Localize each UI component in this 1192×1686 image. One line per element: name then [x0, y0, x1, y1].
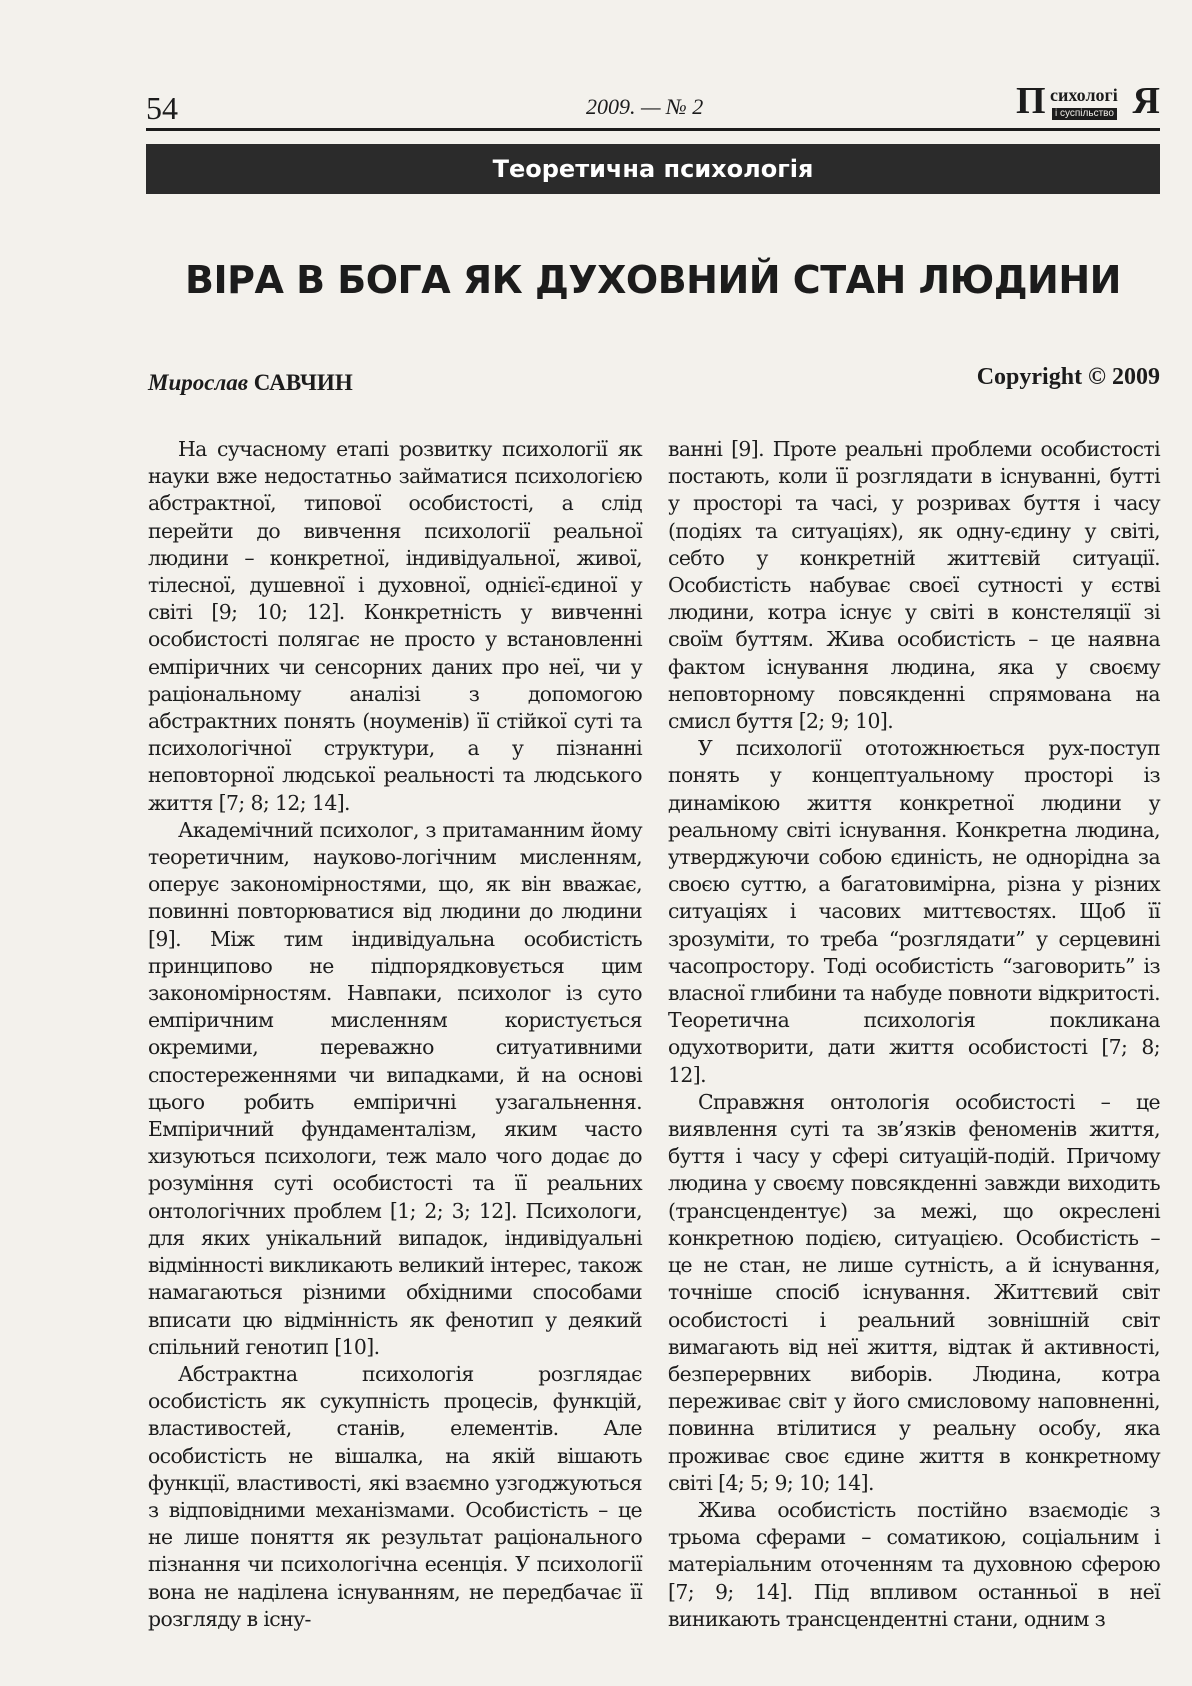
- header-rule: [146, 128, 1160, 131]
- author-first-name: Мирослав: [148, 370, 249, 395]
- paragraph: На сучасному етапі розвитку психології як науки вже недостатньо займатися психологією абстрактної, типової особистості, а слід перейти до вивчення психології реальної людини – конкретної, індивідуальної, живої, тілесної, душевної і духовної, однієї-єдиної у світі [9; 10; 12]. Конкретність у вивченні особистості полягає не просто у встановленні емпіричних чи сенсорних даних про неї, чи у раціональному аналізі з допомогою абстрактних понять (ноуменів) її стійкої суті та психологічної структури, а у пізнанні неповторної людської реальності та людського життя [7; 8; 12; 14].: [148, 437, 642, 815]
- issue-number: 2009. — № 2: [586, 94, 704, 119]
- paragraph: Академічний психолог, з притаманним йому теоретичним, науково-логічним мисленням, оперує закономірностями, що, як він вважає, повинні повторюватися від людини до людини [9]. Між тим індивідуальна особистість принципово не підпорядковується цим закономірностям. Навпаки, психолог із суто емпіричним мисленням користується окремими, переважно ситуативними спостереженнями чи випадками, й на основі цього робить емпіричні узагальнення. Емпіричний фундаменталізм, яким часто хизуються психологи, теж мало чого додає до розуміння суті особистості та її реальних онтологічних проблем [1; 2; 3; 12]. Психологи, для яких унікальний випадок, індивідуальні відмінності викликають великий інтерес, також намагаються різними обхідними способами вписати цю відмінність як фенотип у деякий спільний генотип [10].: [148, 817, 642, 1359]
- journal-logo: [1016, 80, 1160, 122]
- paragraph: Жива особистість постійно взаємодіє з трьома сферами – соматикою, соціальним і матеріальним оточенням та духовною сферою [7; 9; 14]. Під впливом останньої в неї виникають трансцендентні стани, одним з: [668, 1497, 1160, 1631]
- paragraph: У психології ототожнюється рух-поступ понять у концептуальному просторі із динамікою життя конкретної людини у реальному світі існування. Конкретна людина, утверджуючи собою єдиність, не однорідна за своєю суттю, а багатовимірна, різна у різних ситуаціях і часових миттєвостях. Щоб її зрозуміти, то треба “розглядати” у серцевині часопростору. Тоді особистість “заговорить” із власної глибини та набуде повноти відкритості. Теоретична психологія покликана одухотворити, дати життя особистості [7; 8; 12].: [668, 736, 1160, 1087]
- article-title: ВІРА В БОГА ЯК ДУХОВНИЙ СТАН ЛЮДИНИ: [185, 258, 1121, 302]
- paragraph: ванні [9]. Проте реальні проблеми особистості постають, коли її розглядати в існуванні, бутті у просторі та часі, у розривах буття і часу (подіях та ситуаціях), як одну-єдину у світі, себто у конкретній життєвій ситуації. Особистість набуває своєї сутності у єстві людини, котра існує у світі в констеляції зі своїм буттям. Жива особистість – це наявна фактом існування людина, яка у своєму неповторному повсякденні спрямована на смисл буття [2; 9; 10].: [668, 437, 1160, 734]
- logo-letter-right: Я: [1132, 80, 1160, 122]
- logo-sub-text: і суспільство: [1052, 108, 1117, 120]
- author-last-name: САВЧИН: [253, 370, 353, 395]
- author: [148, 370, 353, 396]
- paragraph: Справжня онтологія особистості – це виявлення суті та зв’язків феноменів життя, буття і часу у сфері ситуацій-подій. Причому людина у своєму повсякденні завжди виходить (трансцендентує) за межі, що окреслені конкретною подією, ситуацією. Особистість – це не стан, не лише сутність, а й існування, точніше спосіб існування. Життєвий світ особистості і реальний зовнішній світ вимагають від неї життя, відтак й активності, безперервних виборів. Людина, котра переживає світ у його смисловому наповненні, повинна втілитися у реальну особу, яка проживає своє єдине життя в конкретному світі [4; 5; 9; 10; 14].: [668, 1089, 1160, 1495]
- paragraph: Абстрактна психологія розглядає особистість як сукупність процесів, функцій, властивостей, станів, елементів. Але особистість не вішалка, на якій вішають функції, властивості, які взаємно узгоджуються з відповідними механізмами. Особистість – це не лише поняття як результат раціонального пізнання чи психологічна есенція. У психології вона не наділена існуванням, не передбачає її розгляду в існу-: [148, 1361, 642, 1631]
- column-right: [668, 436, 1160, 1633]
- copyright: Copyright © 2009: [976, 364, 1160, 390]
- logo-top-text: сихологі: [1050, 85, 1118, 105]
- section-banner: Теоретична психологія: [146, 144, 1160, 194]
- logo-letter-left: П: [1016, 80, 1046, 122]
- page-number: 54: [146, 90, 178, 126]
- column-left: [148, 436, 642, 1633]
